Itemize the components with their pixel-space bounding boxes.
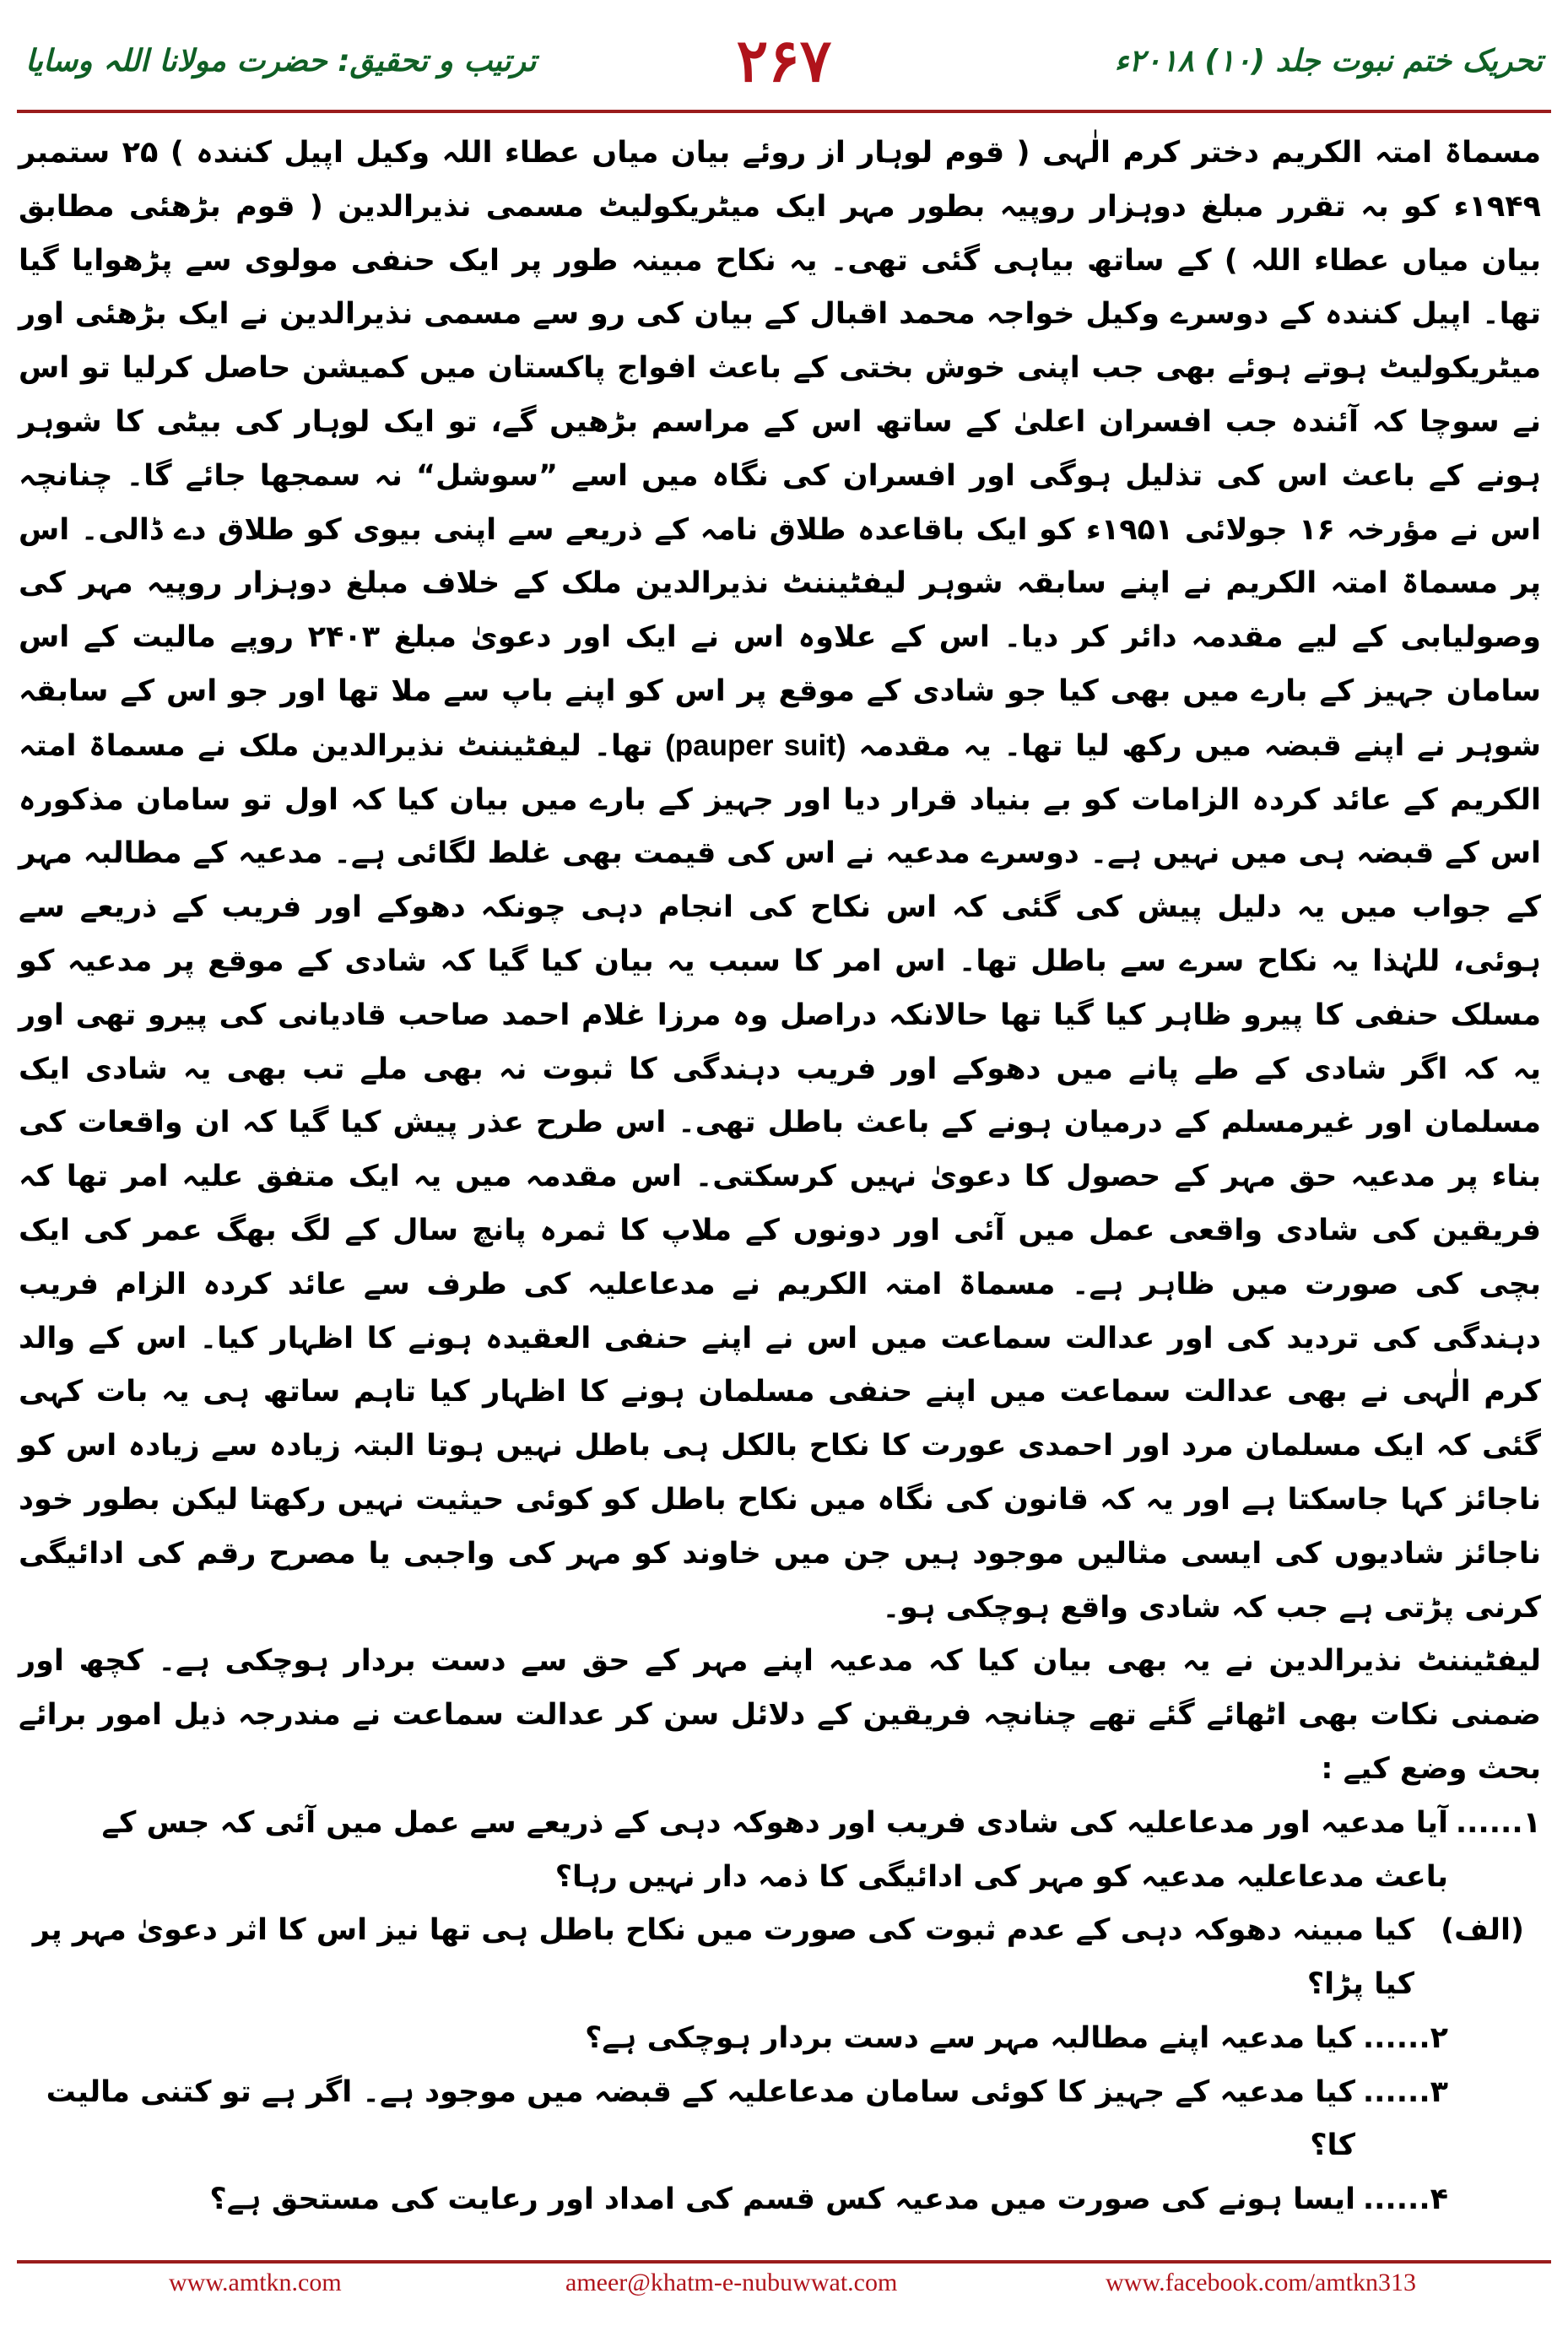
item-number: ۱...... [1455,1805,1541,1840]
legal-term: (pauper suit) [665,728,846,762]
item-number: (الف) [1441,1913,1524,1948]
item-number: ۴...... [1362,2182,1448,2217]
book-title: تحریک ختم نبوت جلد (۱۰) ۲۰۱۸ء [1114,44,1543,78]
header-divider [17,110,1551,113]
list-item [19,1904,1541,2012]
item-text: کیا مبینہ دھوکہ دہی کے عدم ثبوت کی صورت میں نکاح باطل ہی تھا نیز اس کا اثر دعویٰ مہر پر کیا پڑا؟ [32,1913,1414,2002]
item-text: آیا مدعیہ اور مدعاعلیہ کی شادی فریب اور دھوکہ دہی کے ذریعے سے عمل میں آئی کہ جس کے باعث مدعاعلیہ مدعیہ کو مہر کی ادائیگی کا ذمہ دار نہیں رہا؟ [101,1805,1448,1894]
body-paragraph-2: لیفٹیننٹ نذیرالدین نے یہ بھی بیان کیا کہ مدعیہ اپنے مہر کے حق سے دست بردار ہوچکی ہے۔ کچھ اور ضمنی نکات بھی اٹھائے گئے تھے چنانچہ فریقین کے دلائل سن کر عدالت سماعت نے مندرجہ ذیل امور برائے بحث وضع کیے : [19,1644,1541,1786]
issues-list [19,1797,1541,2227]
page-header [17,25,1551,118]
list-item [19,2173,1541,2227]
list-item [19,2066,1541,2174]
compiler-credit: ترتیب و تحقیق: حضرت مولانا اللہ وسایا [25,44,537,78]
footer-divider [17,2260,1551,2264]
list-item [19,2012,1541,2066]
website-link[interactable]: www.amtkn.com [169,2269,342,2296]
page-body [19,127,1541,2227]
paragraph-text: مسماۃ امتہ الکریم دختر کرم الٰہی ( قوم لوہار از روئے بیان میاں عطاء اللہ وکیل اپیل کنندہ ) ۲۵ ستمبر ۱۹۴۹ء کو بہ تقرر مبلغ دوہزار روپیہ بطور مہر ایک میٹریکولیٹ مسمی نذیرالدین ( قوم بڑھئی مطابق بیان میاں عطاء اللہ ) کے ساتھ بیاہی گئی تھی۔ یہ نکاح مبینہ طور پر ایک حنفی مولوی سے پڑھوایا گیا تھا۔ اپیل کنندہ کے دوسرے وکیل خواجہ محمد اقبال کے بیان کی رو سے مسمی نذیرالدین نے ایک بڑھئی اور میٹریکولیٹ ہوتے ہوئے بھی جب اپنی خوش بختی کے باعث افواج پاکستان میں کمیشن حاصل کرلیا تو اس نے سوچا کہ آئندہ جب افسران اعلیٰ کے ساتھ اس کے مراسم بڑھیں گے، تو ایک لوہار کی بیٹی کا شوہر ہونے کے باعث اس کی تذلیل ہوگی اور افسران کی نگاہ میں اسے ”سوشل“ نہ سمجھا جائے گا۔ چنانچہ اس نے مؤرخہ ۱۶ جولائی ۱۹۵۱ء کو ایک باقاعدہ طلاق نامہ کے ذریعے سے اپنی بیوی کو طلاق دے ڈالی۔ اس پر مسماۃ امتہ الکریم نے اپنے سابقہ شوہر لیفٹیننٹ نذیرالدین ملک کے خلاف مبلغ دوہزار روپیہ مہر کی وصولیابی کے لیے مقدمہ دائر کر دیا۔ اس کے علاوہ اس نے ایک اور دعویٰ مبلغ ۲۴۰۳ روپے مالیت کے اس سامان جہیز کے بارے میں بھی کیا جو شادی کے موقع پر اس کو اپنے باپ سے ملا تھا اور جو اس کے سابقہ شوہر نے اپنے قبضہ میں رکھ لیا تھا۔ یہ مقدمہ [19,136,1542,763]
item-number: ۳...... [1362,2074,1448,2109]
body-paragraph-1 [19,127,1541,1635]
facebook-link[interactable]: www.facebook.com/amtkn313 [1106,2269,1416,2296]
page-number: ۲۶۷ [736,25,832,95]
list-item [19,1797,1541,1905]
item-number: ۲...... [1362,2020,1448,2055]
item-text: کیا مدعیہ اپنے مطالبہ مہر سے دست بردار ہوچکی ہے؟ [585,2020,1355,2055]
email-link[interactable]: ameer@khatm-e-nubuwwat.com [565,2269,898,2296]
item-text: کیا مدعیہ کے جہیز کا کوئی سامان مدعاعلیہ کے قبضہ میں موجود ہے۔ اگر ہے تو کتنی مالیت کا؟ [46,2074,1355,2163]
paragraph-text: تھا۔ لیفٹیننٹ نذیرالدین ملک نے مسماۃ امتہ الکریم کے عائد کردہ الزامات کو بے بنیاد قرار دیا اور جہیز کے بارے میں بیان کیا کہ اول تو سامان مذکورہ اس کے قبضہ ہی میں نہیں ہے۔ دوسرے مدعیہ نے اس کی قیمت بھی غلط لگائی ہے۔ مدعیہ کے مطالبہ مہر کے جواب میں یہ دلیل پیش کی گئی کہ اس نکاح کی انجام دہی چونکہ دھوکے اور فریب کے ذریعے سے ہوئی، للہٰذا یہ نکاح سرے سے باطل تھا۔ اس امر کا سبب یہ بیان کیا گیا کہ شادی کے موقع پر مدعیہ کو مسلک حنفی کا پیرو ظاہر کیا گیا تھا حالانکہ دراصل وہ مرزا غلام احمد صاحب قادیانی کی پیرو تھی اور یہ کہ اگر شادی کے طے پانے میں دھوکے اور فریب دہندگی کا ثبوت نہ بھی ملے تب بھی یہ شادی ایک مسلمان اور غیرمسلم کے درمیان ہونے کے باعث باطل تھی۔ اس طرح عذر پیش کیا گیا کہ ان واقعات کی بناء پر مدعیہ حق مہر کے حصول کا دعویٰ نہیں کرسکتی۔ اس مقدمہ میں یہ ایک متفق علیہ امر تھا کہ فریقین کی شادی واقعی عمل میں آئی اور دونوں کے ملاپ کا ثمرہ پانچ سال کے لگ بھگ عمر کی ایک بچی کی صورت میں ظاہر ہے۔ مسماۃ امتہ الکریم نے مدعاعلیہ کی طرف سے عائد کردہ الزام فریب دہندگی کی تردید کی اور عدالت سماعت میں اس نے اپنے حنفی العقیدہ ہونے کا اظہار کیا۔ اس کے والد کرم الٰہی نے بھی عدالت سماعت میں اپنے حنفی مسلمان ہونے کا اظہار کیا تاہم ساتھ ہی یہ بات کہی گئی کہ ایک مسلمان مرد اور احمدی عورت کا نکاح بالکل ہی باطل نہیں ہوتا البتہ زیادہ سے زیادہ اس کو ناجائز کہا جاسکتا ہے اور یہ کہ قانون کی نگاہ میں نکاح باطل کو کوئی حیثیت نہیں رکھتا لیکن بطور خود ناجائز شادیوں کی ایسی مثالیں موجود ہیں جن میں خاوند کو مہر کی واجبی یا مصرح رقم کی ادائیگی کرنی پڑتی ہے جب کہ شادی واقع ہوچکی ہو۔ [19,728,1541,1625]
page-footer [17,2269,1551,2319]
item-text: ایسا ہونے کی صورت میں مدعیہ کس قسم کی امداد اور رعایت کی مستحق ہے؟ [209,2182,1355,2217]
